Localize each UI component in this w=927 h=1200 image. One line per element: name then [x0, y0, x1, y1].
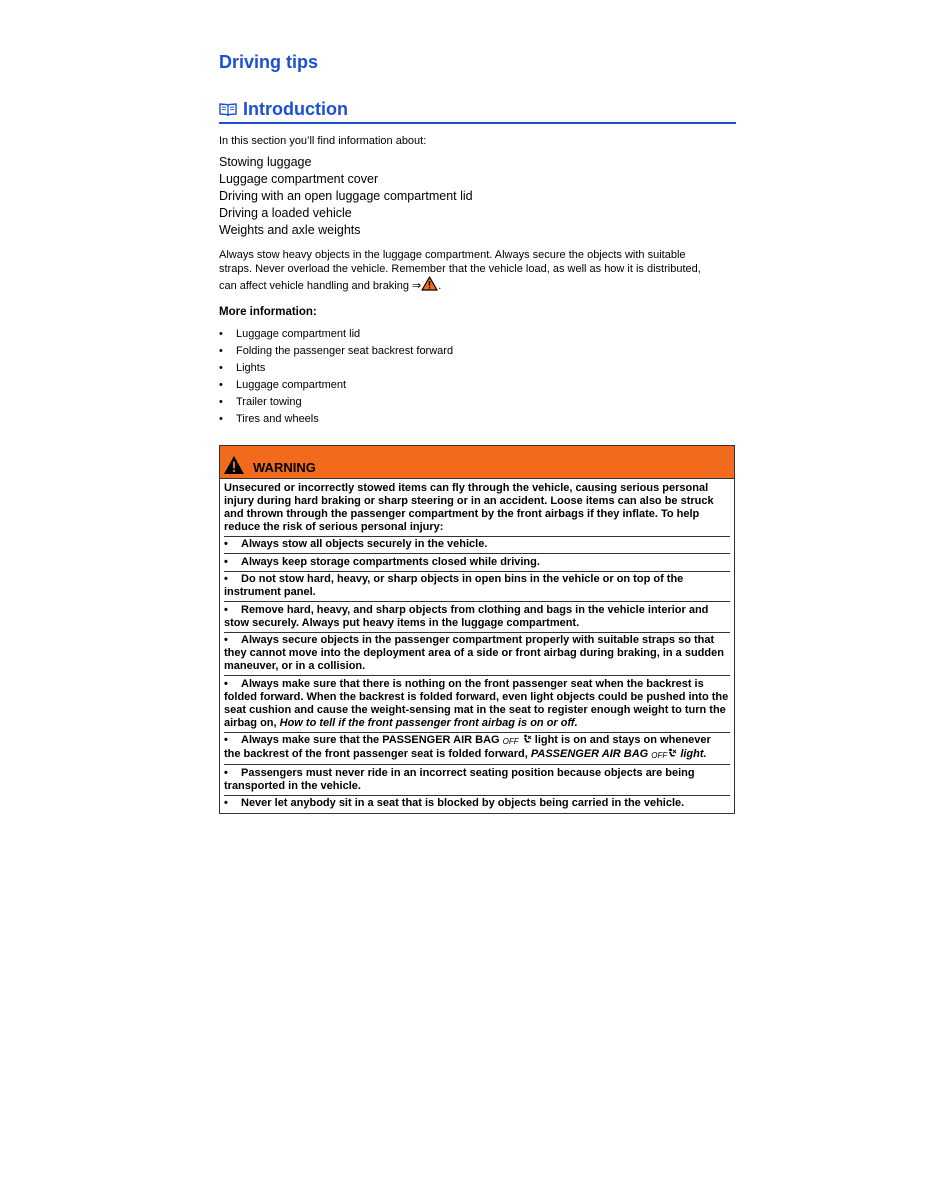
more-info-item[interactable] [219, 411, 736, 428]
more-info-link[interactable]: Luggage compartment [236, 378, 347, 391]
warning-triangle-icon[interactable] [421, 276, 438, 291]
more-info-item[interactable] [219, 377, 736, 394]
warning-item [224, 601, 730, 632]
warning-item [224, 732, 730, 765]
warning-header [220, 446, 734, 479]
warning-item-text: Always stow all objects securely in the vehicle. [241, 538, 488, 550]
bullet: • [224, 797, 228, 809]
bullet: • [224, 555, 228, 568]
topic-item: Luggage compartment cover [219, 172, 379, 186]
section-title: Introduction [243, 99, 348, 119]
more-info-heading: More information: [219, 305, 317, 318]
more-info-link[interactable]: Folding the passenger seat backrest forward [236, 344, 454, 357]
bullet: • [224, 634, 228, 646]
cross-reference-text: light. [677, 748, 707, 760]
bullet: • [224, 734, 228, 746]
bullet: • [219, 378, 223, 391]
topic-list [219, 154, 736, 239]
airbag-off-icon [667, 748, 677, 758]
warning-item-text: Never let anybody sit in a seat that is blocked by objects being carried in the vehicle. [241, 797, 685, 809]
warning-item-text: Always make sure that the PASSENGER AIR BAG [241, 734, 503, 746]
warning-item [224, 571, 730, 602]
warning-item-text: Remove hard, heavy, and sharp objects from clothing and bags in the vehicle interior and stow securely. Always put heavy items in the luggage compartment. [224, 603, 709, 629]
cross-reference-link[interactable] [531, 748, 707, 760]
bullet: • [224, 573, 228, 585]
warning-item-text: Always keep storage compartments closed while driving. [241, 555, 540, 568]
topic-item: Stowing luggage [219, 155, 312, 169]
manual-page [219, 50, 736, 814]
bullet: • [219, 344, 223, 357]
body-line: straps. Never overload the vehicle. Remember that the vehicle load, as well as how it is distributed, [219, 262, 701, 275]
warning-item-text: Passengers must never ride in an incorrect seating position because objects are being transported in the vehicle. [224, 766, 695, 792]
section-header [219, 98, 736, 124]
chapter-title: Driving tips [219, 52, 319, 72]
topic-item: Weights and axle weights [219, 223, 361, 237]
warning-item-text: Always make sure that there is nothing on the front passenger seat when the backrest is folded forward. When the backrest is folded forward, even light objects could be pushed into the seat cushion and cause the weight-sensing mat in the seat to register enough weight to turn the airbag on, [224, 677, 729, 729]
warning-body [220, 479, 734, 814]
body-line: can affect vehicle handling and braking ⇒ [219, 280, 422, 292]
more-info-link[interactable]: Trailer towing [236, 395, 302, 408]
warning-item-text: light is on and stays on whenever the backrest of the front passenger seat is folded forward, [224, 734, 711, 760]
warning-item [224, 795, 730, 813]
body-paragraph [219, 249, 736, 294]
topic-item: Driving with an open luggage compartment lid [219, 189, 473, 203]
off-label: OFF [651, 751, 668, 760]
bullet: • [219, 327, 223, 340]
more-info-link[interactable]: Luggage compartment lid [236, 327, 361, 340]
topic-item: Driving a loaded vehicle [219, 206, 352, 220]
more-info-link[interactable]: Lights [236, 361, 266, 374]
body-end: . [438, 280, 442, 292]
more-info-item[interactable] [219, 360, 736, 377]
body-line: Always stow heavy objects in the luggage compartment. Always secure the objects with suitable [219, 249, 686, 261]
warning-item-text: Do not stow hard, heavy, or sharp objects in open bins in the vehicle or on top of the instrument panel. [224, 573, 684, 598]
more-info-link[interactable]: Tires and wheels [236, 412, 319, 425]
warning-label: WARNING [253, 459, 316, 475]
warning-item-text: Always secure objects in the passenger compartment properly with suitable straps so that they cannot move into the deployment area of a side or front airbag during braking, in a sudden maneuver, or in a collision. [224, 634, 724, 672]
intro-text: In this section you’ll find information about: [219, 135, 427, 147]
book-icon [219, 102, 237, 116]
warning-triangle-icon [223, 455, 245, 475]
off-label: OFF [502, 737, 519, 746]
warning-item [224, 675, 730, 732]
warning-item [224, 764, 730, 795]
bullet: • [219, 395, 223, 408]
warning-box [219, 445, 735, 815]
more-info-item[interactable] [219, 343, 736, 360]
warning-intro: Unsecured or incorrectly stowed items can fly through the vehicle, causing serious personal injury during hard braking or sharp steering or in an accident. Loose items can also be struck and thrown through the passenger compartment by the front airbags if they inflate. To help reduce the risk of serious personal injury: [224, 481, 714, 533]
warning-item [224, 553, 730, 571]
more-info-list [219, 326, 736, 428]
bullet: • [224, 603, 228, 616]
warning-item [224, 632, 730, 676]
bullet: • [224, 538, 228, 550]
bullet: • [224, 677, 228, 690]
airbag-off-icon [522, 734, 532, 744]
cross-reference-text: PASSENGER AIR BAG [530, 748, 652, 760]
more-info-item[interactable] [219, 394, 736, 411]
bullet: • [219, 412, 223, 425]
bullet: • [219, 361, 223, 374]
bullet: • [224, 766, 228, 779]
warning-item [224, 536, 730, 554]
cross-reference-link[interactable]: How to tell if the front passenger front airbag is on or off. [279, 716, 578, 729]
more-info-item[interactable] [219, 326, 736, 343]
